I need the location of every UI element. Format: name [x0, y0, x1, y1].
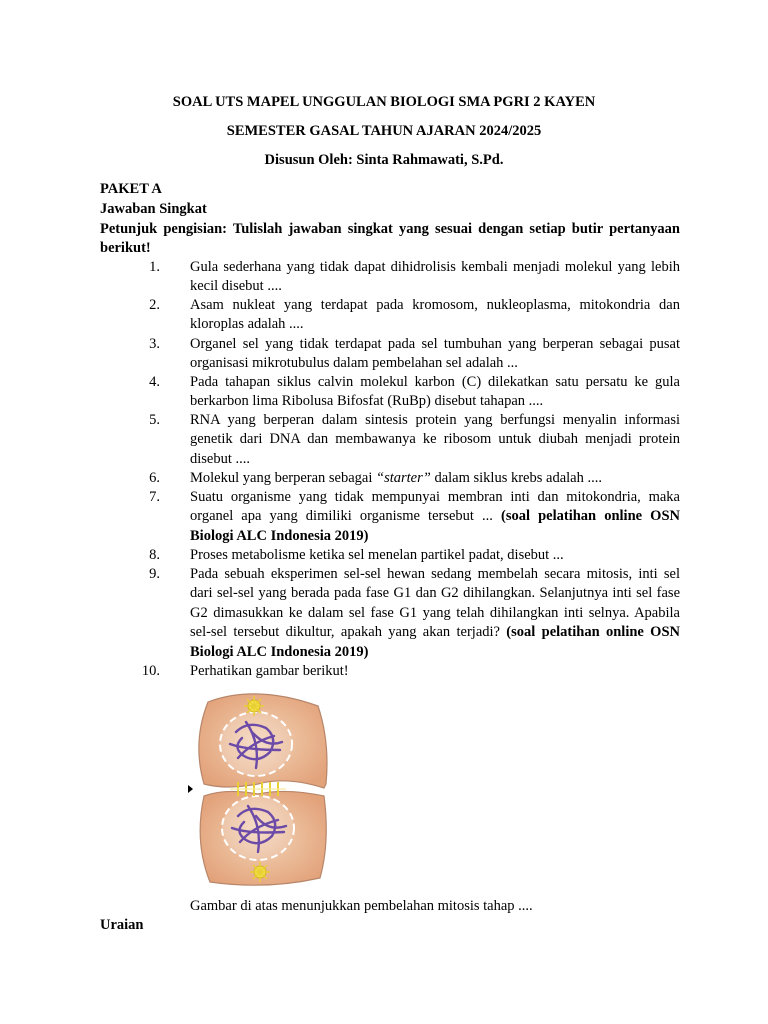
question-number: 7.: [149, 489, 160, 505]
section-heading: Jawaban Singkat: [100, 201, 207, 217]
question-text-part: Molekul yang berperan sebagai: [190, 470, 377, 486]
question-text-italic: “starter”: [376, 470, 431, 486]
question-text-part: Suatu organisme yang tidak mempunyai membran inti dan mitokondria, maka organel apa yang dimiliki organisme tersebut ...: [190, 489, 680, 525]
question-source-note: (soal pelatihan online OSN Biologi ALC Indonesia 2019): [190, 508, 680, 544]
document-author: Disusun Oleh: Sinta Rahmawati, S.Pd.: [264, 152, 504, 168]
question-number: 6.: [149, 470, 160, 486]
question-text: Proses metabolisme ketika sel menelan partikel padat, disebut ...: [190, 547, 564, 563]
paket-heading: PAKET A: [100, 181, 162, 197]
question-number: 4.: [149, 374, 160, 390]
question-text-part: dalam siklus krebs adalah ....: [430, 470, 602, 486]
question-text: Perhatikan gambar berikut!: [190, 663, 349, 679]
section-heading-uraian: Uraian: [100, 917, 144, 933]
question-text: Asam nukleat yang terdapat pada kromosom, nukleoplasma, mitokondria dan kloroplas adalah ....: [190, 297, 680, 333]
question-text: Organel sel yang tidak terdapat pada sel tumbuhan yang berperan sebagai pusat organisasi mikrotubulus dalam pembelahan sel adalah ...: [190, 336, 680, 372]
question-text: RNA yang berperan dalam sintesis protein yang berfungsi menyalin informasi genetik dari DNA dan membawanya ke ribosom untuk diubah menjadi protein disebut ....: [190, 412, 680, 467]
question-source-note: (soal pelatihan online OSN Biologi ALC Indonesia 2019): [190, 624, 680, 660]
question-text: [190, 469, 680, 488]
question-number: 5.: [149, 412, 160, 428]
question-number: 8.: [149, 547, 160, 563]
question-number: 9.: [149, 566, 160, 582]
question-text: [190, 565, 680, 662]
question-text: Pada tahapan siklus calvin molekul karbon (C) dilekatkan satu persatu ke gula berkarbon lima Ribolusa Bifosfat (RuBp) disebut tahapan ....: [190, 374, 680, 410]
question-text-part: Pada sebuah eksperimen sel-sel hewan sedang membelah secara mitosis, inti sel dari sel-sel yang berada pada fase G1 dan G2 dihilangkan. Selanjutnya inti sel fase G2 dimasukkan ke dalam sel fase G1 yang telah dihilangkan inti selnya. Apabila sel-sel tersebut dikultur, apakah yang akan terjadi?: [190, 566, 680, 641]
instruction-text: Petunjuk pengisian: Tulislah jawaban singkat yang sesuai dengan setiap butir pertanyaan berikut!: [100, 221, 680, 256]
document-subtitle: SEMESTER GASAL TAHUN AJARAN 2024/2025: [226, 123, 542, 139]
question-number: 2.: [149, 297, 160, 313]
question-number: 1.: [149, 259, 160, 275]
question-number: 10.: [141, 663, 160, 679]
question-number: 3.: [149, 336, 160, 352]
mitosis-cell-illustration: [186, 692, 330, 890]
question-text: [190, 488, 680, 546]
question-text: Gula sederhana yang tidak dapat dihidrolisis kembali menjadi molekul yang lebih kecil disebut ....: [190, 259, 680, 295]
figure-caption: Gambar di atas menunjukkan pembelahan mitosis tahap ....: [190, 898, 533, 914]
document-title: SOAL UTS MAPEL UNGGULAN BIOLOGI SMA PGRI 2 KAYEN: [172, 94, 596, 110]
